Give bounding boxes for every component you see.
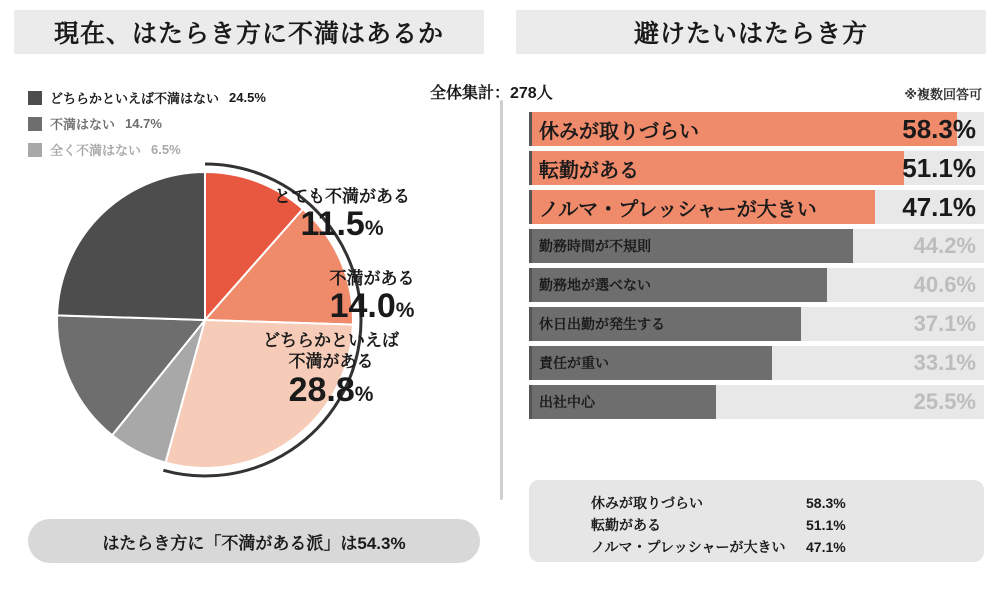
bar-axis-tick [529, 346, 532, 380]
bar-label: 休みが取りづらい [539, 120, 699, 143]
legend-value: 24.5% [229, 90, 266, 105]
pie-callout-value: 11.5% [300, 205, 384, 244]
bar-axis-tick [529, 307, 532, 341]
panel-divider [500, 100, 503, 500]
left-panel-header [14, 10, 484, 54]
bar-axis-tick [529, 151, 532, 185]
summary-row [529, 492, 984, 514]
bar-row [529, 112, 984, 146]
legend-value: 6.5% [151, 142, 181, 157]
legend-swatch-icon [28, 117, 42, 131]
bar-row [529, 268, 984, 302]
pie-callout-value: 14.0% [329, 287, 415, 326]
bar-value: 51.1% [902, 152, 976, 183]
bar-axis-tick [529, 229, 532, 263]
legend-item [28, 88, 266, 107]
pie-callout-とても不満がある [252, 186, 432, 244]
bar-value: 44.2% [913, 233, 976, 258]
bar-axis-tick [529, 190, 532, 224]
summary-row [529, 514, 984, 536]
total-respondents: 全体集計：278人 [430, 85, 553, 102]
bar-label: ノルマ・プレッシャーが大きい [539, 198, 817, 221]
pie-callout-label [226, 330, 436, 373]
multiple-answer-note: ※複数回答可 [904, 87, 982, 102]
summary-row [529, 536, 984, 558]
summary-label: ノルマ・プレッシャーが大きい [591, 539, 786, 555]
legend-label: 不満はない [50, 117, 116, 132]
bar-row [529, 151, 984, 185]
pie-chart [30, 130, 470, 490]
bar-value: 40.6% [913, 272, 976, 297]
bar-value: 47.1% [902, 191, 976, 222]
right-panel-title: 避けたいはたらき方 [633, 20, 868, 48]
bar-chart [529, 112, 984, 424]
right-panel-header [516, 10, 986, 54]
legend-value: 14.7% [125, 116, 162, 131]
bar-label: 休日出勤が発生する [539, 316, 665, 332]
bar-value: 58.3% [902, 113, 976, 144]
bar-axis-tick [529, 268, 532, 302]
summary-value: 58.3% [806, 495, 846, 511]
bar-label: 責任が重い [539, 355, 609, 371]
bar-value: 33.1% [913, 350, 976, 375]
left-footer-text: はたらき方に「不満がある派」は54.3% [102, 533, 406, 553]
summary-label: 休みが取りづらい [591, 495, 703, 511]
pie-callout-value: 28.8% [288, 370, 374, 409]
summary-value: 51.1% [806, 517, 846, 533]
left-footer-pill [28, 519, 480, 563]
bar-row [529, 229, 984, 263]
legend-label: 全く不満はない [50, 143, 142, 158]
legend-swatch-icon [28, 91, 42, 105]
pie-callout-label-line: どちらかといえば [263, 331, 399, 350]
bar-value: 37.1% [913, 311, 976, 336]
bar-row [529, 190, 984, 224]
bar-row [529, 385, 984, 419]
bar-axis-tick [529, 385, 532, 419]
pie-callout-label: 不満がある [329, 269, 415, 288]
pie-callout-どちらかといえば不満がある [226, 330, 436, 407]
legend-label: どちらかといえば不満はない [50, 91, 220, 106]
summary-value: 47.1% [806, 539, 846, 555]
left-panel-title: 現在、はたらき方に不満はあるか [53, 20, 444, 48]
summary-box [529, 480, 984, 562]
summary-label: 転勤がある [591, 517, 661, 533]
pie-callout-label: とても不満がある [274, 187, 410, 206]
pie-slice [57, 172, 205, 320]
bar-label: 勤務時間が不規則 [539, 238, 651, 254]
bar-axis-tick [529, 112, 532, 146]
pie-callout-不満がある [282, 268, 462, 326]
bar-row [529, 346, 984, 380]
bar-label: 出社中心 [539, 394, 595, 410]
bar-label: 勤務地が選べない [539, 277, 651, 293]
bar-row [529, 307, 984, 341]
bar-label: 転勤がある [539, 159, 639, 182]
pie-callout-label-line: 不満がある [288, 352, 374, 372]
bar-value: 25.5% [913, 389, 976, 414]
